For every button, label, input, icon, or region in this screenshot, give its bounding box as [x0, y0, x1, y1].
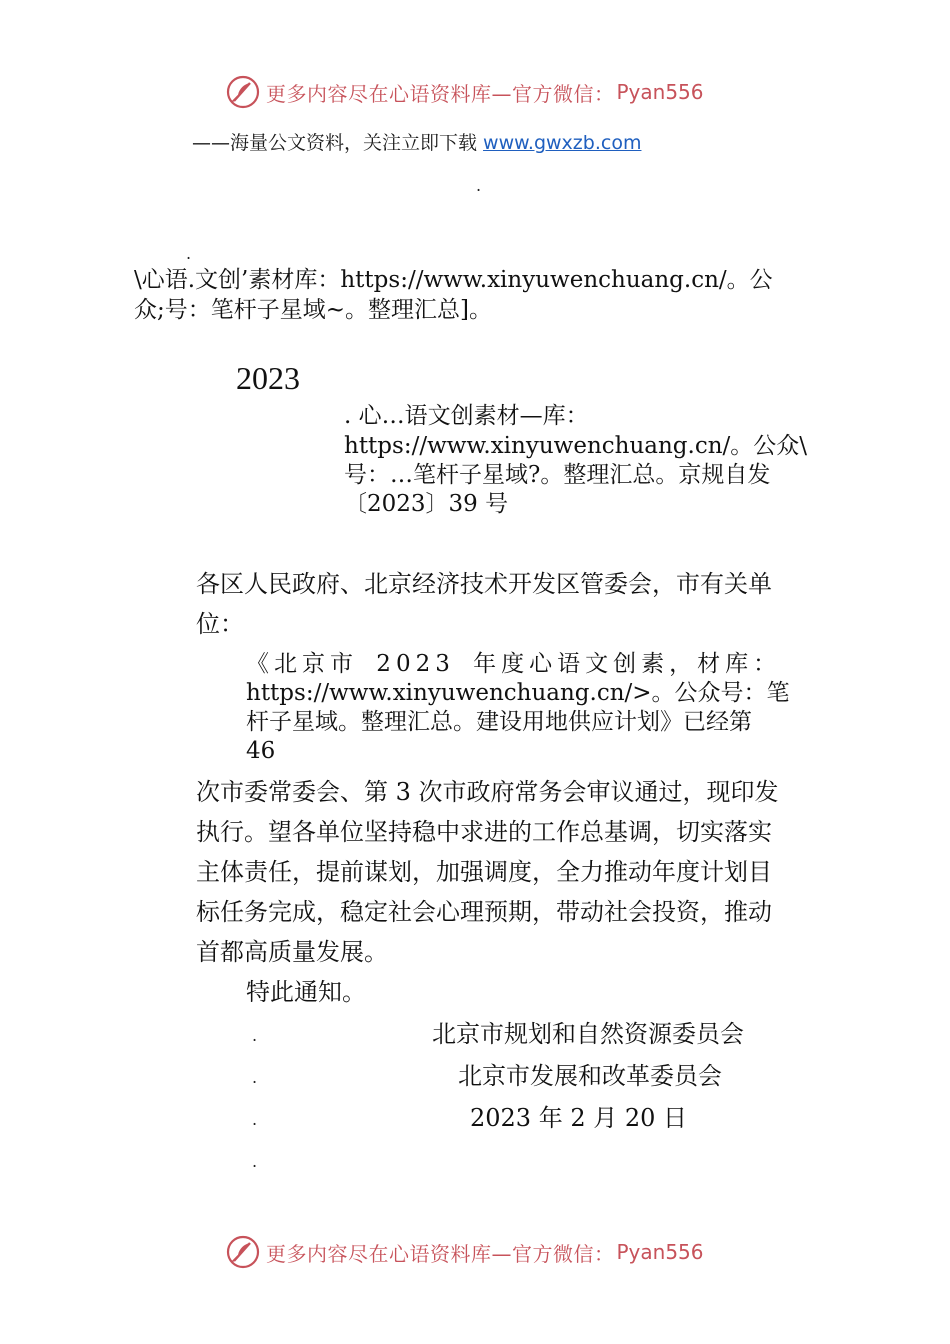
salutation-line-1: 各区人民政府、北京经济技术开发区管委会，市有关单: [196, 570, 772, 598]
body-line: 首都高质量发展。: [196, 938, 388, 966]
quote-line-4: 46: [246, 738, 276, 764]
quill-logo-icon: [226, 75, 260, 109]
dot-marker: .: [252, 1026, 258, 1045]
quill-logo-icon: [226, 1235, 260, 1269]
quote-line-3: 杆子星域。整理汇总。建设用地供应计划》已经第: [246, 709, 752, 735]
signature-date: 2023 年 2 月 20 日: [470, 1104, 688, 1132]
header-banner: [226, 74, 704, 110]
signature-org-1: 北京市规划和自然资源委员会: [432, 1020, 744, 1048]
body-line: 标任务完成，稳定社会心理预期，带动社会投资，推动: [196, 898, 772, 926]
banner-text: 更多内容尽在心语资料库—官方微信：: [266, 81, 615, 106]
body-line: 主体责任，提前谋划，加强调度，全力推动年度计划目: [196, 858, 772, 886]
download-subline: [192, 128, 641, 155]
signature-org-2: 北京市发展和改革委员会: [458, 1062, 722, 1090]
salutation-line-2: 位：: [196, 610, 244, 638]
banner-wechat-id: Pyan556: [616, 1240, 704, 1264]
banner-text: 更多内容尽在心语资料库—官方微信：: [266, 1241, 615, 1266]
subline-text: ——海量公文资料，关注立即下载: [192, 132, 484, 154]
download-link[interactable]: www.gwxzb.com: [483, 132, 642, 154]
dot-marker: .: [252, 1152, 258, 1171]
dot-marker: .: [252, 1068, 258, 1087]
intro-line-2: 众;号：笔杆子星域~。整理汇总]。: [134, 297, 492, 323]
quote-line-2: https://www.xinyuwenchuang.cn/>。公众号：笔: [246, 680, 790, 706]
body-line: 次市委常委会、第 3 次市政府常务会审议通过，现印发: [196, 778, 779, 806]
quote-line-1: 《北京市 2023 年度心语文创素，材库：: [246, 651, 782, 677]
meta-line-1: . 心…语文创素材—库：: [344, 403, 589, 429]
closing-line: 特此通知。: [246, 978, 366, 1006]
footer-banner: [226, 1234, 704, 1270]
banner-wechat-id: Pyan556: [616, 80, 704, 104]
body-line: 执行。望各单位坚持稳中求进的工作总基调，切实落实: [196, 818, 772, 846]
meta-line-2: https://www.xinyuwenchuang.cn/。公众\: [344, 433, 808, 459]
meta-line-3: 号：…笔杆子星域?。整理汇总。京规自发: [344, 462, 771, 488]
dot-marker: .: [252, 1110, 258, 1129]
year-heading: 2023: [236, 360, 300, 396]
dot-marker: .: [476, 176, 482, 195]
intro-line-1: \心语.文创’素材库：https://www.xinyuwenchuang.cn/。公: [134, 267, 773, 293]
dot-marker: .: [186, 244, 192, 263]
document-number: 〔2023〕39 号: [344, 491, 509, 517]
